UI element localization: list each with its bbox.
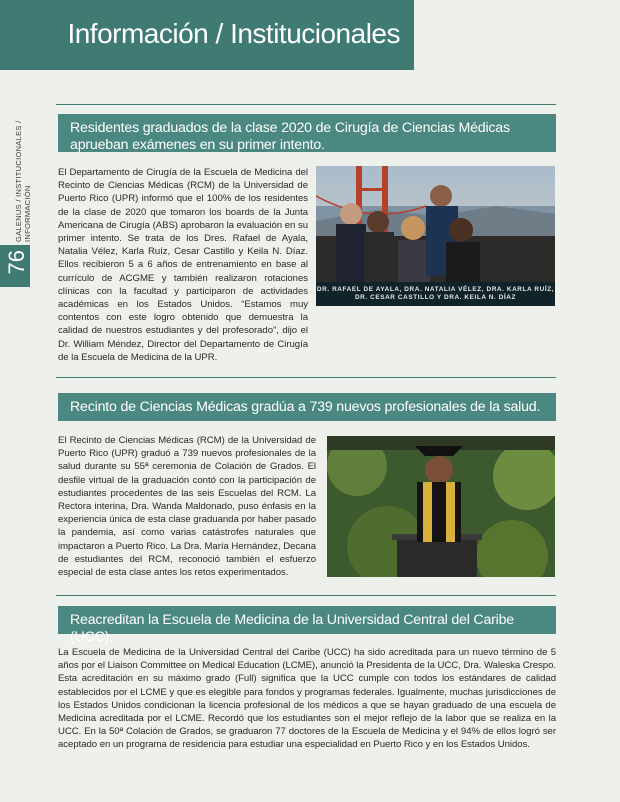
page-number: 76 [4,250,29,275]
page-header [0,0,414,70]
article-2-title-band [58,393,556,421]
photo-caption: DR. RAFAEL DE AYALA, DRA. NATALIA VÉLEZ, DRA. KARLA RUÍZ, DR. CESAR CASTILLO Y DRA. KEILA N. DÍAZ [316,286,555,301]
article-2-title: Recinto de Ciencias Médicas gradúa a 739 nuevos profesionales de la salud. [70,399,541,415]
divider [56,377,556,378]
article-1-text: El Departamento de Cirugía de la Escuela de Medicina del Recinto de Ciencias Médicas (RCM) de la Universidad de Puerto Rico (UPR) informó que el 100% de los residentes de la clase de 2020 que tomaron los boards de la Junta Americana de Cirugía (ABS) aprobaron la evaluación en su primer intento. Se trata de los Dres. Rafael de Ayala, Natalia Vélez, Karla Ruíz, Cesar Castillo y Keila N. Díaz. Ellos recibieron 5 a 6 años de entrenamiento en base al currículo de ACGME y también realizaron rotaciones clínicas con la facultad y participaron de actividades académicas en los Estados Unidos. “Estamos muy contentos con este logro obtenido que demuestra la calidad de nuestros estudiantes y del profesorado”, dijo el Dr. William Méndez, Director del Departamento de Cirugía de la Escuela de Medicina de la UPR. [58,167,308,363]
article-2-text: El Recinto de Ciencias Médicas (RCM) de la Universidad de Puerto Rico (UPR) graduó a 739 nuevos profesionales de la salud durante su 55ª ceremonia de Colación de Grados. El desfile virtual de la graduación contó con la participación de estudiantes procedentes de las seis Escuelas del RCM. La Rectora interina, Dra. Wanda Maldonado, puso énfasis en la experiencia única de esta clase graduanda por haber pasado la pandemia, así como varias catástrofes naturales que impactaron a Puerto Rico. La Dra. María Hernández, Decana de estudiantes del RCM, reconoció también el esfuerzo especial de esta clase antes los retos experimentados. [58,435,316,579]
article-1-body [58,166,308,364]
page-title: Información / Institucionales [67,18,400,49]
divider [56,104,556,105]
graduate-photo-image [327,436,555,577]
article-1-title-band [58,114,556,152]
article-1-photo [316,166,555,306]
article-3-body [58,646,556,752]
article-3-title: Reacreditan la Escuela de Medicina de la Universidad Central del Caribe (UCC). [70,612,514,645]
article-3-text: La Escuela de Medicina de la Universidad Central del Caribe (UCC) ha sido acreditada para un nuevo término de 5 años por el Liaison Committee on Medical Education (LCME), anunció la Presidenta de la UCC, Dra. Waleska Crespo. Esta acreditación en su máximo grado (Full) significa que la UCC cumple con todos los estándares de calidad establecidos por el LCME y que es elegible para fondos y programas federales. Igualmente, muchas jurisdicciones de los Estados Unidos condicionan la licencia profesional de los médicos a que se hayan graduado de una escuela de Medicina acreditada por el LCME. Recordó que los estudiantes son el mejor reflejo de la labor que se realiza en la UCC. En la 50ª Colación de Grados, se graduaron 77 doctores de la Escuela de Medicina y el 94% de ellos logró ser aceptado en un programa de residencia para estudiar una especialidad en Puerto Rico y en los Estados Unidos. [58,647,556,751]
section-label: GALENUS / INSTITUCIONALES / INFORMACIÓN [14,120,32,242]
article-2-body [58,434,316,579]
sidebar [0,0,34,802]
article-3-title-band [58,606,556,645]
article-1-title: Residentes graduados de la clase 2020 de Cirugía de Ciencias Médicas aprueban exámenes en su primer intento. [70,120,510,153]
article-2-photo [327,436,555,577]
divider [56,595,556,596]
